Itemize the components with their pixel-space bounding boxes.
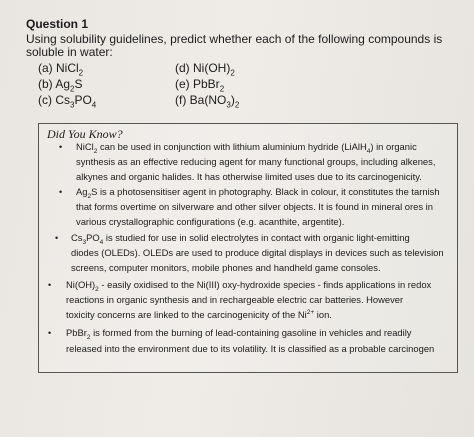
option-c: (c) $Cs_3PO_4$ <box>38 93 97 110</box>
fact-cs3po4-line2: diodes (OLEDs). OLEDs are used to produce digital displays in devices such as television <box>71 247 444 258</box>
fact-ag2s-line3: various crystallographic configurations (e.g. acanthite, argentite). <box>76 216 345 227</box>
question-text: Using solubility guidelines, predict whether each of the following compounds is soluble in water: <box>26 32 443 59</box>
bullet-icon: • <box>59 187 63 197</box>
bullet-icon: • <box>48 280 52 290</box>
fact-cs3po4-line3: screens, computer monitors, mobile phones and handheld game consoles. <box>71 262 381 273</box>
option-f: (f) $Ba(NO_3)_2$ <box>175 93 240 110</box>
fact-nioh2-line2: reactions in organic synthesis and in rechargeable electric car batteries. However <box>66 294 404 305</box>
fact-nicl2-line3: alkynes and organic halides. It has otherwise limited uses due to its carcinogenicity. <box>76 171 422 182</box>
fact-pbbr2-line2: released into the environment due to its volatility. It is classified as a probable carcinogen <box>66 343 435 354</box>
bullet-icon: • <box>55 233 59 243</box>
question-title: Question 1 <box>26 17 89 31</box>
did-you-know-box <box>38 123 458 373</box>
fact-nioh2-line3: toxicity concerns are linked to the carcinogenicity of the $Ni^{2+}$ ion. <box>66 309 332 321</box>
fact-ag2s-line1: $Ag_2S$ is a photosensitiser agent in photography. Black in colour, it constitutes the tarnish <box>76 186 440 200</box>
option-b: (b) $Ag_2S$ <box>38 77 83 94</box>
fact-ag2s-line2: that forms overtime on silverware and other silver objects. It is found in mineral ores in <box>76 201 433 212</box>
fact-nioh2-line1: $Ni(OH)_2$ - easily oxidised to the Ni(III) oxy-hydroxide species - finds applications in redox <box>66 279 432 293</box>
bullet-icon: • <box>48 328 52 338</box>
option-d: (d) $Ni(OH)_2$ <box>175 61 235 78</box>
bullet-icon: • <box>59 142 63 152</box>
did-you-know-title: Did You Know? <box>47 127 123 141</box>
option-e: (e) PbBr$_2$ <box>175 77 225 94</box>
fact-pbbr2-line1: PbBr$_2$ is formed from the burning of lead-containing gasoline in vehicles and readily <box>66 327 412 341</box>
fact-cs3po4-line1: $Cs_3PO_4$ is studied for use in solid electrolytes in contact with organic light-emitting <box>71 232 410 246</box>
fact-nicl2-line1: NiCl$_2$ can be used in conjunction with lithium aluminium hydride (LiAlH$_4$) in organic <box>76 141 417 155</box>
option-a: (a) NiCl$_2$ <box>38 61 84 78</box>
fact-nicl2-line2: synthesis as an effective reducing agent for many functional groups, including alkenes, <box>76 156 436 167</box>
